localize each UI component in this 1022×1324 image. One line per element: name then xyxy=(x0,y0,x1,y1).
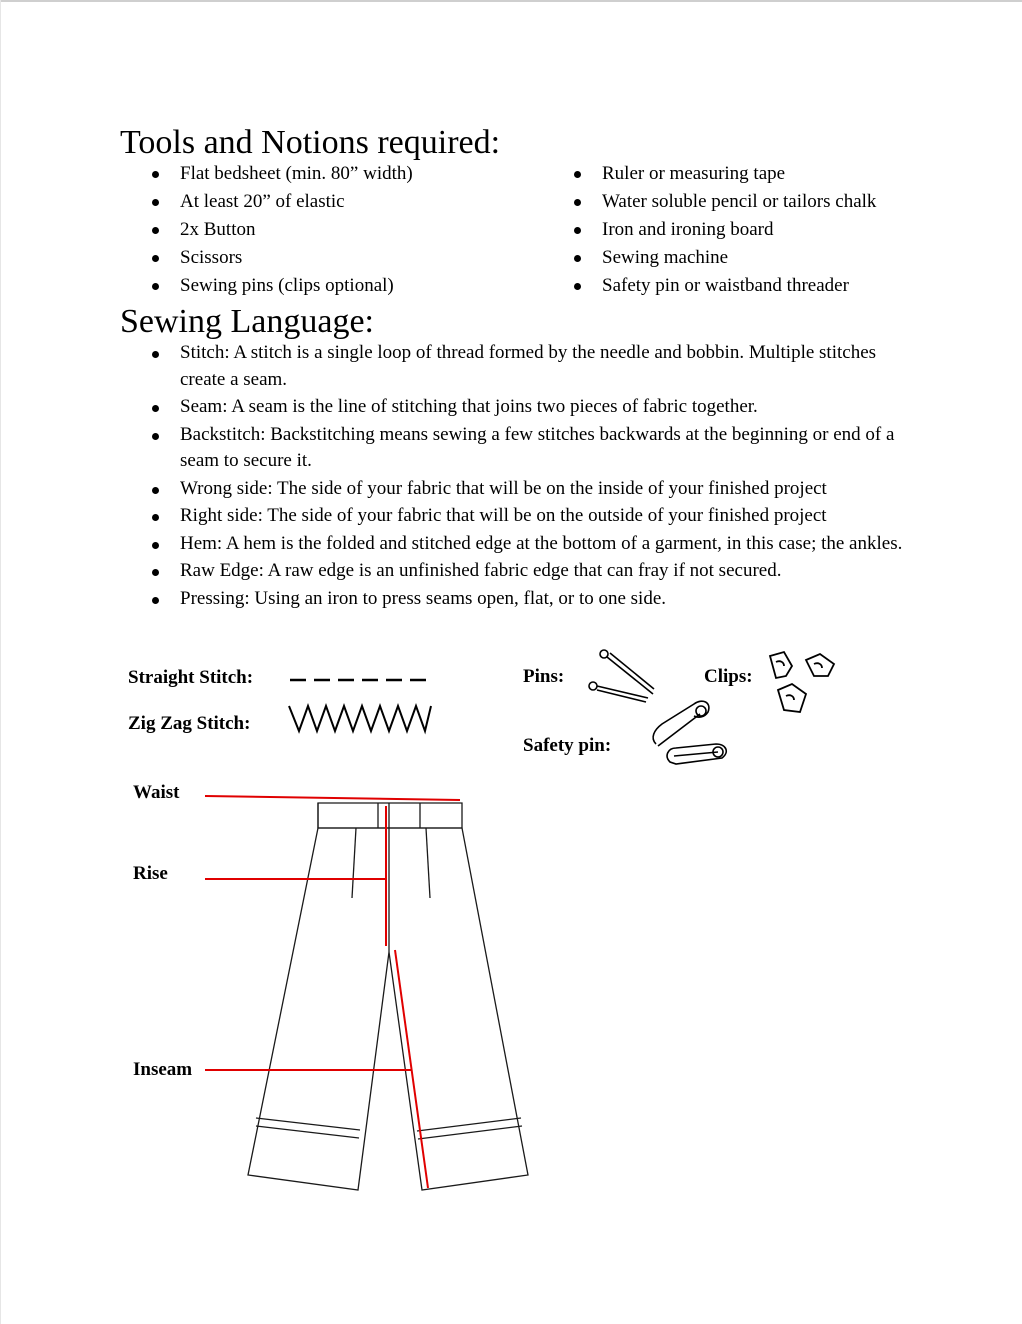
list-item: At least 20” of elastic xyxy=(120,188,540,216)
safety-pin-label: Safety pin: xyxy=(523,735,612,756)
waist-measure-line xyxy=(205,796,460,800)
clips-label: Clips: xyxy=(704,666,753,687)
list-item: Sewing pins (clips optional) xyxy=(120,272,540,300)
measurement-lines xyxy=(205,796,460,1188)
zigzag-stitch-label: Zig Zag Stitch: xyxy=(128,713,251,734)
pants-diagram xyxy=(248,803,528,1190)
list-item: Backstitch: Backstitching means sewing a few stitches backwards at the beginning or end of a seam to secure it. xyxy=(120,422,920,475)
zigzag-stitch-icon xyxy=(289,706,431,731)
straight-stitch-label: Straight Stitch: xyxy=(128,667,254,688)
pins-label: Pins: xyxy=(523,666,565,687)
list-item: 2x Button xyxy=(120,216,540,244)
list-item: Hem: A hem is the folded and stitched edge at the bottom of a garment, in this case; the ankles. xyxy=(120,531,920,558)
list-item: Ruler or measuring tape xyxy=(542,160,962,188)
list-item: Seam: A seam is the line of stitching that joins two pieces of fabric together. xyxy=(120,394,920,421)
rise-label: Rise xyxy=(133,863,168,884)
list-item: Pressing: Using an iron to press seams open, flat, or to one side. xyxy=(120,586,920,613)
pins-icon xyxy=(589,650,654,702)
waist-label: Waist xyxy=(133,782,180,803)
list-item: Wrong side: The side of your fabric that will be on the inside of your finished project xyxy=(120,476,920,503)
list-item: Safety pin or waistband threader xyxy=(542,272,962,300)
clips-icon xyxy=(770,652,834,712)
list-item: Right side: The side of your fabric that will be on the outside of your finished project xyxy=(120,503,920,530)
list-item: Stitch: A stitch is a single loop of thread formed by the needle and bobbin. Multiple stitches create a seam. xyxy=(120,340,920,393)
list-item: Sewing machine xyxy=(542,244,962,272)
list-item: Scissors xyxy=(120,244,540,272)
tools-heading: Tools and Notions required: xyxy=(120,124,501,161)
inseam-label: Inseam xyxy=(133,1059,193,1080)
sewing-language-heading: Sewing Language: xyxy=(120,303,374,340)
safety-pin-icon xyxy=(653,701,726,764)
list-item: Raw Edge: A raw edge is an unfinished fabric edge that can fray if not secured. xyxy=(120,558,920,585)
list-item: Water soluble pencil or tailors chalk xyxy=(542,188,962,216)
list-item: Flat bedsheet (min. 80” width) xyxy=(120,160,540,188)
list-item: Iron and ironing board xyxy=(542,216,962,244)
